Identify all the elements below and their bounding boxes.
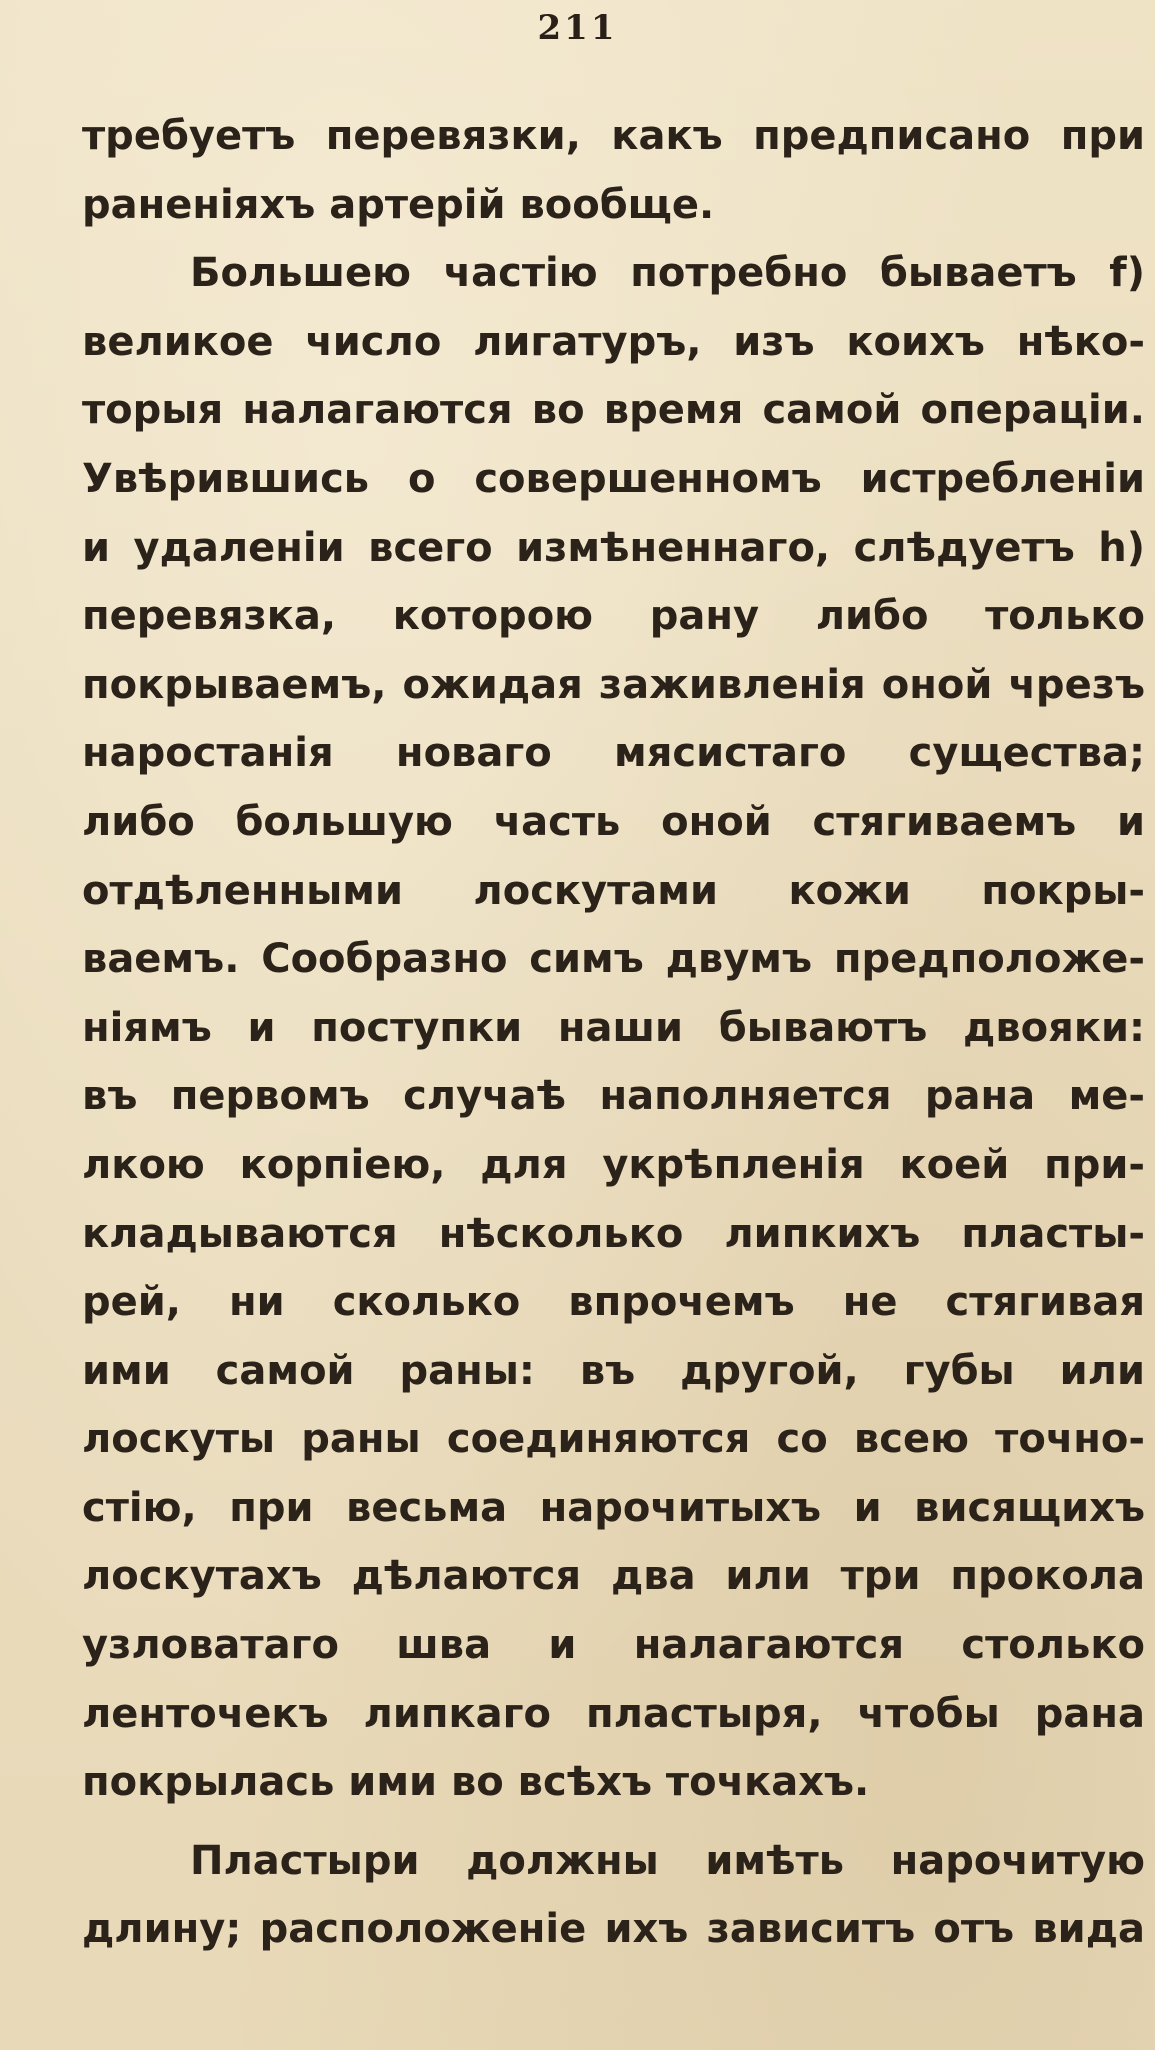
text-line: рей, ни сколько впрочемъ не стягивая xyxy=(82,1279,1145,1326)
text-line: узловатаго шва и налагаются столько xyxy=(82,1622,1145,1669)
text-line: великое число лигатуръ, изъ коихъ нѣко- xyxy=(82,318,1145,365)
text-line: лкою корпіею, для укрѣпленія коей при- xyxy=(82,1141,1145,1188)
text-line: и удаленіи всего измѣненнаго, слѣдуетъ h) xyxy=(82,524,1145,571)
text-line: ленточекъ липкаго пластыря, чтобы рана xyxy=(82,1690,1145,1737)
text-line: ніямъ и поступки наши бываютъ двояки: xyxy=(82,1004,1145,1051)
paragraph-3 xyxy=(82,1827,1145,1964)
text-line: торыя налагаются во время самой операціи. xyxy=(82,387,1145,434)
text-line: ваемъ. Сообразно симъ двумъ предположе- xyxy=(82,936,1145,983)
text-line: длину; расположеніе ихъ зависитъ отъ вида xyxy=(82,1906,1145,1953)
text-line: покрываемъ, ожидая заживленія оной чрезъ xyxy=(82,661,1145,708)
text-line: наростанія новаго мясистаго существа; xyxy=(82,730,1145,777)
text-line: стію, при весьма нарочитыхъ и висящихъ xyxy=(82,1484,1145,1531)
text-line: Увѣрившись о совершенномъ истребленіи xyxy=(82,455,1145,502)
paragraph-1 xyxy=(82,102,1145,239)
text-line: раненіяхъ артерій вообще. xyxy=(82,181,715,228)
text-line: лоскутахъ дѣлаются два или три прокола xyxy=(82,1553,1145,1600)
text-line: перевязка, которою рану либо только xyxy=(82,593,1145,640)
text-line: либо большую часть оной стягиваемъ и xyxy=(82,798,1145,845)
text-line: ими самой раны: въ другой, губы или xyxy=(82,1347,1145,1394)
text-line: Большею частію потребно бываетъ f) xyxy=(190,250,1145,297)
text-line: требуетъ перевязки, какъ предписано при xyxy=(82,113,1145,159)
body-text xyxy=(82,102,1145,1964)
text-line: отдѣленными лоскутами кожи покры- xyxy=(82,867,1145,914)
text-line: въ первомъ случаѣ наполняется рана ме- xyxy=(82,1073,1145,1120)
text-line: Пластыри должны имѣть нарочитую xyxy=(190,1837,1145,1884)
text-line: покрылась ими во всѣхъ точкахъ. xyxy=(82,1759,870,1806)
text-line: лоскуты раны соединяются со всею точно- xyxy=(82,1416,1145,1463)
page-number: 211 xyxy=(537,8,618,48)
text-line: кладываются нѣсколько липкихъ пласты- xyxy=(82,1210,1145,1257)
paragraph-2 xyxy=(82,239,1145,1817)
